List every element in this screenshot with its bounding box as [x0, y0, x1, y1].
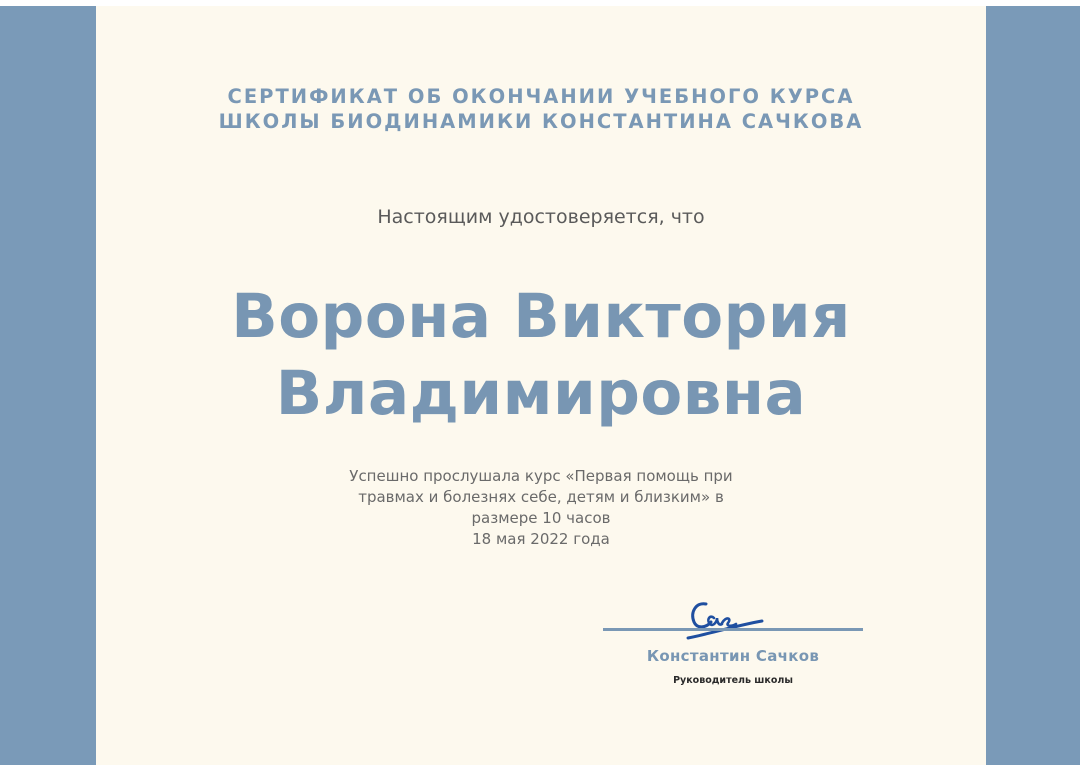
signer-name: Константин Сачков	[646, 647, 820, 665]
description-line-1: Успешно прослушала курс «Первая помощь при	[349, 467, 733, 485]
heading-line-2: ШКОЛЫ БИОДИНАМИКИ КОНСТАНТИНА САЧКОВА	[218, 110, 864, 133]
signer-role: Руководитель школы	[673, 675, 793, 686]
certificate-sheet	[96, 6, 986, 765]
recipient-name-line-2: Владимировна	[275, 358, 807, 429]
recipient-name	[96, 278, 986, 432]
recipient-name-line-1: Ворона Виктория	[231, 281, 851, 352]
intro-text: Настоящим удостоверяется, что	[377, 206, 705, 228]
description-line-4: 18 мая 2022 года	[472, 530, 610, 548]
description-line-3: размере 10 часов	[471, 509, 611, 527]
heading-line-1: СЕРТИФИКАТ ОБ ОКОНЧАНИИ УЧЕБНОГО КУРСА	[227, 85, 855, 108]
certificate-heading	[96, 84, 986, 134]
left-border-band	[0, 6, 96, 765]
signature-line	[603, 628, 863, 631]
right-border-band	[986, 6, 1080, 765]
course-description	[291, 466, 791, 550]
description-line-2: травмах и болезнях себе, детям и близким» в	[358, 488, 724, 506]
handwritten-signature	[684, 596, 764, 640]
